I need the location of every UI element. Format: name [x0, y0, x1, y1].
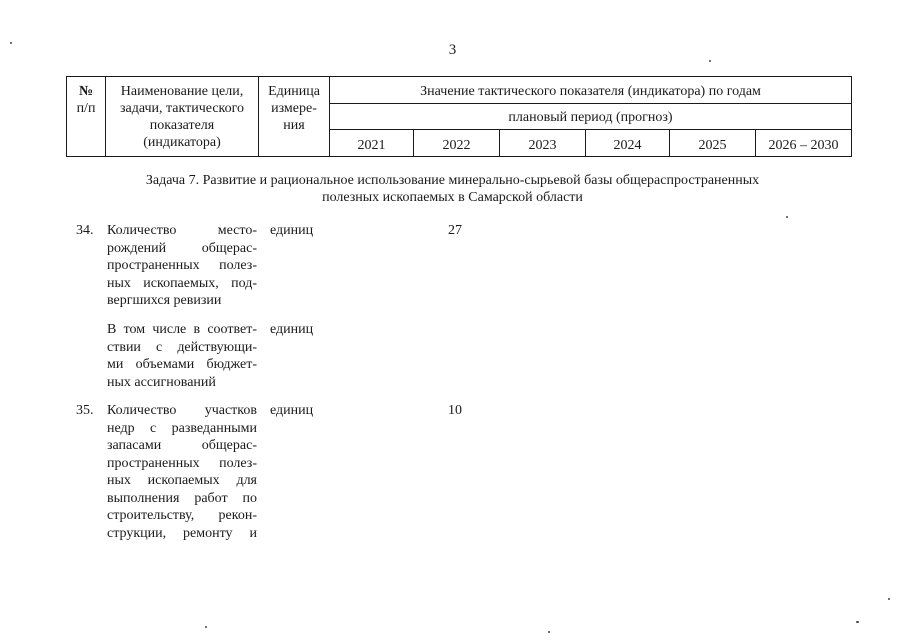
task-title [80, 172, 825, 206]
row-name-line: запасами общерас- [107, 438, 257, 453]
row-unit: единиц [270, 403, 314, 418]
header-unit-line: измере- [271, 101, 317, 116]
row-name-line: пространенных полез- [107, 455, 257, 471]
header-col-unit [259, 77, 330, 157]
header-unit-line: Единица [268, 84, 320, 99]
row-name-line: ных ископаемых для [107, 473, 257, 488]
row-name-line: ных ассигнований [107, 374, 216, 390]
header-group-title: Значение тактического показателя (индикатора) по годам [330, 77, 852, 104]
header-name-line: (индикатора) [143, 135, 221, 150]
row-name-line: струкции, ремонту и [107, 525, 257, 541]
row-name-line: недр с разведанными [107, 420, 257, 436]
header-col-number [67, 77, 106, 157]
scan-speck [856, 621, 859, 623]
row-name-line: рождений общерас- [107, 240, 257, 256]
row-name-line: ствии с действующи- [107, 339, 257, 355]
row-name-line: выполнения работ по [107, 490, 257, 506]
scan-speck [205, 626, 207, 628]
page-number: 3 [448, 42, 457, 58]
header-year: 2024 [586, 130, 670, 157]
row-unit: единиц [270, 322, 314, 337]
indicator-header-table [66, 76, 852, 157]
row-indicator-name [107, 222, 257, 310]
row-name-line: пространенных полез- [107, 258, 257, 273]
task-title-line: Задача 7. Развитие и рациональное использование минерально-сырьевой базы общераспространенных [145, 173, 760, 188]
header-year: 2026 – 2030 [756, 130, 852, 157]
row-unit: единиц [270, 223, 314, 238]
scan-speck [709, 60, 711, 62]
header-name-line: задачи, тактического [119, 101, 245, 116]
header-name-line: показателя [149, 118, 215, 133]
row-name-line: Количество участков [107, 403, 257, 418]
row-name-line: вергшихся ревизии [107, 293, 222, 308]
header-unit-line: ния [283, 118, 305, 133]
scan-speck [888, 598, 890, 600]
header-name-line: Наименование цели, [120, 84, 244, 99]
row-value-2021: 10 [448, 403, 462, 418]
row-indicator-name [107, 321, 257, 391]
header-year: 2025 [670, 130, 756, 157]
scan-speck [786, 216, 788, 218]
scan-speck [548, 631, 550, 633]
row-name-line: строительству, рекон- [107, 508, 257, 523]
header-year: 2023 [500, 130, 586, 157]
row-name-line: Количество место- [107, 223, 257, 238]
row-name-line: ных ископаемых, под- [107, 275, 257, 291]
header-year: 2021 [330, 130, 414, 157]
row-name-line: ми объемами бюджет- [107, 357, 257, 372]
row-indicator-name [107, 402, 257, 542]
header-number-line: № [78, 84, 94, 99]
scan-speck [10, 42, 12, 44]
header-planned-period: плановый период (прогноз) [330, 104, 852, 130]
row-name-line: В том числе в соответ- [107, 322, 257, 337]
row-number: 35. [76, 403, 94, 418]
header-year: 2022 [414, 130, 500, 157]
task-title-line: полезных ископаемых в Самарской области [322, 190, 583, 205]
row-value-2021: 27 [448, 223, 462, 238]
header-number-line: п/п [76, 101, 96, 116]
header-col-name [106, 77, 259, 157]
row-number: 34. [76, 223, 94, 238]
